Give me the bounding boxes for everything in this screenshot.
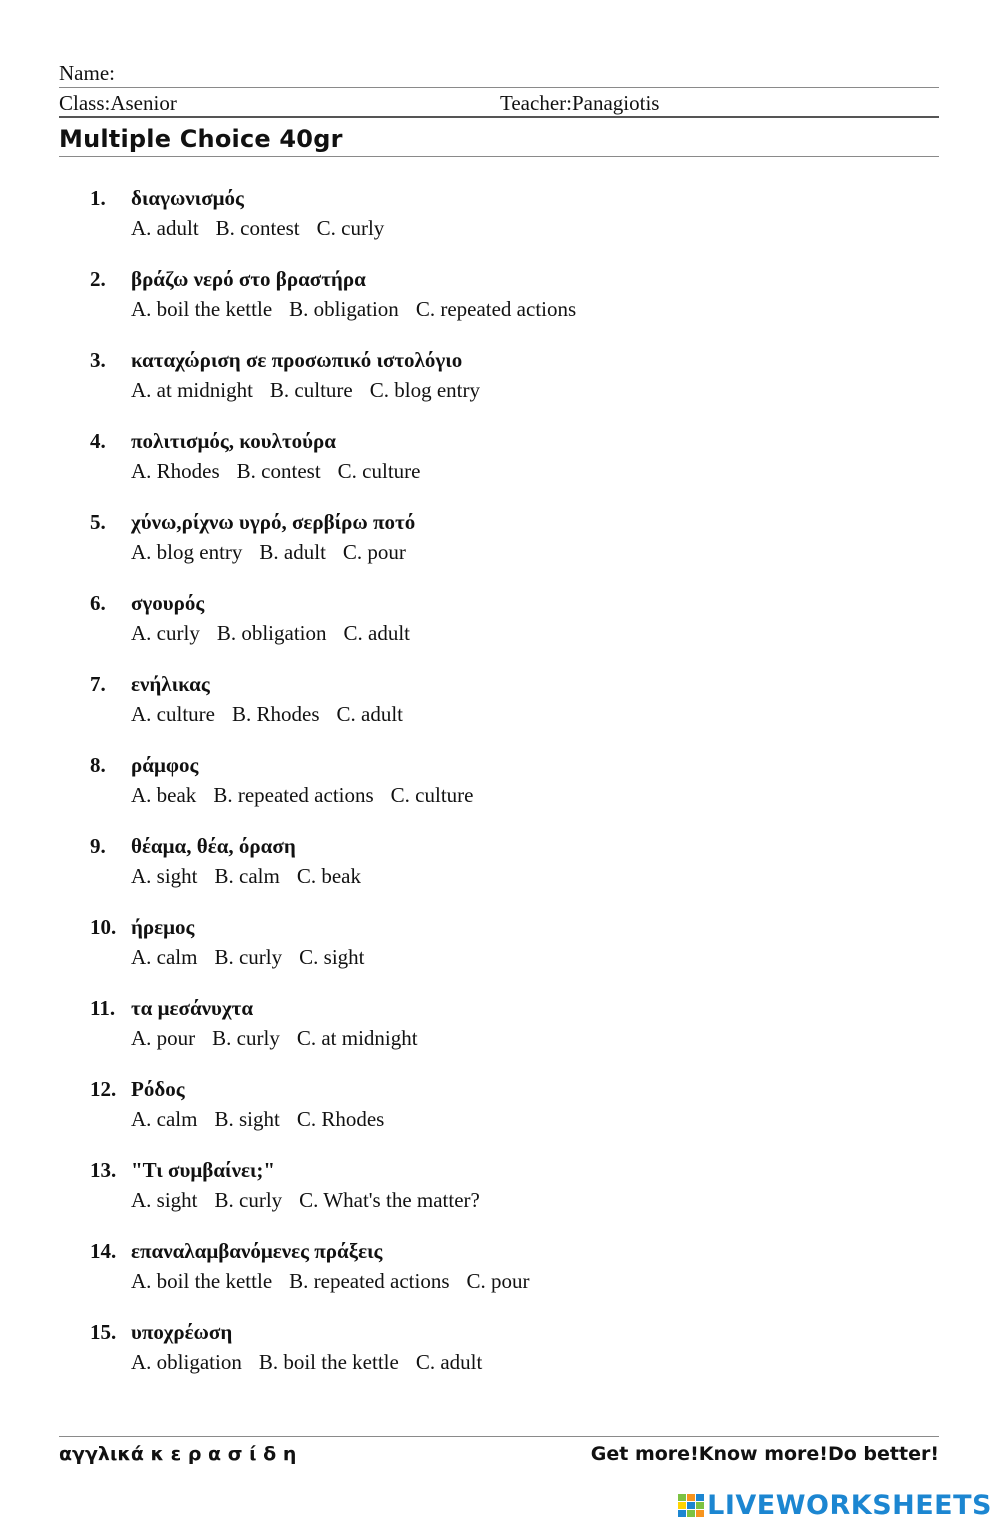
footer-slogan: Get more!Know more!Do better! [590, 1443, 939, 1465]
question-prompt: επαναλαμβανόμενες πράξεις [131, 1239, 383, 1263]
option-c[interactable]: C. sight [299, 945, 365, 969]
question-item [0, 1236, 1000, 1317]
question-prompt: πολιτισμός, κουλτούρα [131, 429, 337, 453]
question-number: 10. [90, 915, 117, 939]
question-number: 2. [90, 267, 106, 291]
option-a[interactable]: A. calm [131, 1107, 198, 1131]
question-number: 5. [90, 510, 106, 534]
name-label: Name: [59, 61, 115, 85]
question-number: 8. [90, 753, 106, 777]
option-c[interactable]: C. culture [390, 783, 474, 807]
question-number: 1. [90, 186, 106, 210]
question-number: 14. [90, 1239, 117, 1263]
option-c[interactable]: C. repeated actions [415, 297, 577, 321]
question-prompt: διαγωνισμός [131, 186, 244, 210]
option-c[interactable]: C. Rhodes [296, 1107, 385, 1131]
footer-divider [59, 1436, 939, 1437]
option-a[interactable]: A. sight [131, 1188, 198, 1212]
class-label: Class:Asenior [59, 91, 177, 115]
question-prompt: σγουρός [131, 591, 205, 615]
liveworksheets-wordmark: LIVEWORKSHEETS [707, 1490, 992, 1521]
name-row [59, 60, 939, 88]
question-list [0, 183, 1000, 1398]
question-item [0, 750, 1000, 831]
option-c[interactable]: C. What's the matter? [299, 1188, 480, 1212]
question-item [0, 426, 1000, 507]
answer-options [131, 1023, 435, 1053]
option-b[interactable]: B. Rhodes [231, 702, 320, 726]
option-c[interactable]: C. culture [337, 459, 421, 483]
option-b[interactable]: B. obligation [216, 621, 327, 645]
option-a[interactable]: A. at midnight [131, 378, 253, 402]
option-a[interactable]: A. sight [131, 864, 198, 888]
worksheet-title: Multiple Choice 40gr [59, 122, 939, 157]
option-b[interactable]: B. adult [259, 540, 326, 564]
option-c[interactable]: C. blog entry [369, 378, 480, 402]
question-prompt: τα μεσάνυχτα [131, 996, 254, 1020]
option-b[interactable]: B. obligation [289, 297, 399, 321]
answer-options [131, 942, 382, 972]
answer-options [131, 1266, 547, 1296]
option-b[interactable]: B. contest [215, 216, 300, 240]
option-c[interactable]: C. at midnight [296, 1026, 418, 1050]
option-c[interactable]: C. pour [342, 540, 406, 564]
option-b[interactable]: B. curly [212, 1026, 280, 1050]
option-a[interactable]: A. boil the kettle [131, 297, 273, 321]
option-b[interactable]: B. calm [214, 864, 280, 888]
question-item [0, 912, 1000, 993]
option-b[interactable]: B. curly [214, 945, 283, 969]
question-prompt: χύνω,ρίχνω υγρό, σερβίρω ποτό [131, 510, 416, 534]
question-item [0, 588, 1000, 669]
question-item [0, 507, 1000, 588]
option-b[interactable]: B. contest [236, 459, 321, 483]
question-number: 6. [90, 591, 106, 615]
option-a[interactable]: A. obligation [131, 1350, 242, 1374]
answer-options [131, 1185, 497, 1215]
option-b[interactable]: B. boil the kettle [258, 1350, 399, 1374]
option-a[interactable]: A. calm [131, 945, 198, 969]
teacher-label: Teacher:Panagiotis [500, 91, 660, 115]
class-row [59, 90, 939, 118]
option-a[interactable]: A. culture [131, 702, 215, 726]
option-c[interactable]: C. adult [343, 621, 410, 645]
question-item [0, 993, 1000, 1074]
question-number: 3. [90, 348, 106, 372]
option-a[interactable]: A. pour [131, 1026, 196, 1050]
question-prompt: ράμφος [131, 753, 199, 777]
question-item [0, 183, 1000, 264]
answer-options [131, 618, 427, 648]
question-number: 4. [90, 429, 106, 453]
answer-options [131, 780, 490, 810]
question-number: 15. [90, 1320, 117, 1344]
option-b[interactable]: B. repeated actions [213, 783, 374, 807]
option-c[interactable]: C. pour [466, 1269, 530, 1293]
question-item [0, 264, 1000, 345]
answer-options [131, 456, 437, 486]
question-prompt: υποχρέωση [131, 1320, 233, 1344]
question-number: 13. [90, 1158, 117, 1182]
option-a[interactable]: A. curly [131, 621, 200, 645]
option-a[interactable]: A. beak [131, 783, 197, 807]
option-a[interactable]: A. adult [131, 216, 199, 240]
answer-options [131, 1347, 499, 1377]
question-prompt: Ρόδος [131, 1077, 185, 1101]
option-c[interactable]: C. adult [336, 702, 403, 726]
answer-options [131, 537, 423, 567]
answer-options [131, 699, 420, 729]
question-number: 9. [90, 834, 106, 858]
question-item [0, 1155, 1000, 1236]
answer-options [131, 861, 378, 891]
option-b[interactable]: B. culture [269, 378, 353, 402]
question-item [0, 345, 1000, 426]
question-number: 12. [90, 1077, 117, 1101]
question-prompt: καταχώριση σε προσωπικό ιστολόγιο [131, 348, 463, 372]
option-c[interactable]: C. beak [296, 864, 361, 888]
question-number: 7. [90, 672, 106, 696]
question-prompt: θέαμα, θέα, όραση [131, 834, 296, 858]
option-b[interactable]: B. sight [214, 1107, 280, 1131]
option-a[interactable]: A. boil the kettle [131, 1269, 273, 1293]
footer-author: αγγλικά κ ε ρ α σ ί δ η [59, 1443, 297, 1465]
question-item [0, 831, 1000, 912]
liveworksheets-brand[interactable] [678, 1488, 992, 1524]
answer-options [131, 213, 401, 243]
option-c[interactable]: C. adult [415, 1350, 483, 1374]
option-c[interactable]: C. curly [316, 216, 385, 240]
answer-options [131, 375, 497, 405]
question-prompt: ήρεμος [131, 915, 195, 939]
question-prompt: ενήλικας [131, 672, 210, 696]
option-b[interactable]: B. curly [214, 1188, 283, 1212]
question-number: 11. [90, 996, 116, 1020]
question-prompt: βράζω νερό στο βραστήρα [131, 267, 366, 291]
option-a[interactable]: A. blog entry [131, 540, 243, 564]
question-item [0, 669, 1000, 750]
question-prompt: "Τι συμβαίνει;" [131, 1158, 276, 1182]
option-b[interactable]: B. repeated actions [289, 1269, 450, 1293]
question-item [0, 1317, 1000, 1398]
question-item [0, 1074, 1000, 1155]
answer-options [131, 294, 593, 324]
answer-options [131, 1104, 401, 1134]
liveworksheets-logo-icon [678, 1494, 704, 1518]
option-a[interactable]: A. Rhodes [131, 459, 220, 483]
